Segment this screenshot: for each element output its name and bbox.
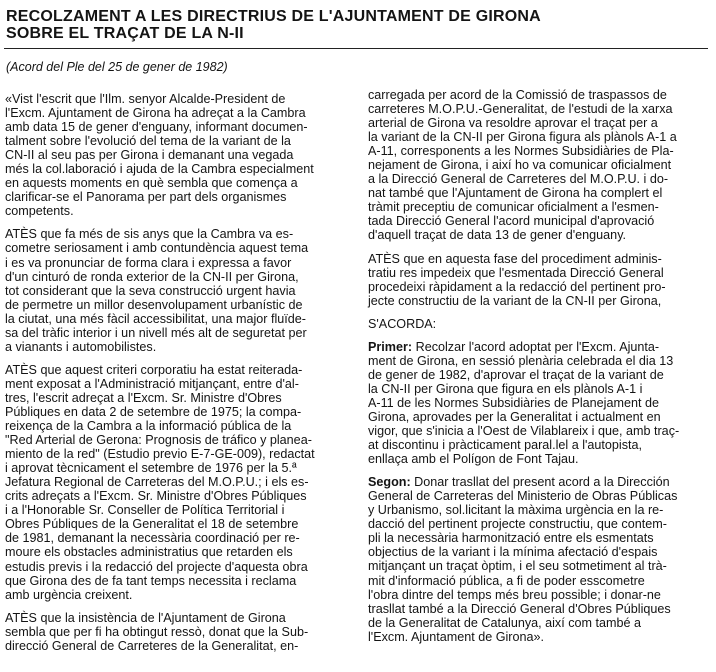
title-line: RECOLZAMENT A LES DIRECTRIUS DE L'AJUNTAMENT DE GIRONA [6,8,541,25]
text-line: nat també que l'Ajuntament de Girona ha complert el [368,186,663,201]
text-line: S'ACORDA: [368,316,437,331]
text-line: Públiques en data 2 de setembre de 1975; la compa- [5,404,302,419]
text-line: sa del tràfic interior i un nivell més alt de seguretat per [5,325,307,340]
text-line: de la Generalitat de Catalunya, així com també a [368,615,642,630]
text-line: Jefatura Regional de Carreteras del M.O.P.U.; i els es- [5,475,309,490]
text-line: la variant de la CN-II per Girona figura als plànols A-1 a [368,130,677,145]
paragraph [368,88,710,243]
text-line: en aquests moments en què sembla que comença a [5,176,298,191]
text-line: competents. [5,204,74,219]
text-line: cometre seriosament i amb contundència aquest tema [5,241,309,256]
document-title [6,8,706,42]
text-line: Obres Públiques de la Generalitat el 18 de setembre [5,517,299,532]
text-line: nejament de Girona, i així ho va comunicar oficialment [368,158,672,173]
text-line: clarificar-se el Panorama per part dels organismes [5,190,287,205]
text-line: carregada per acord de la Comissió de traspassos de [368,88,667,102]
text-line: A-11, corresponents a les Normes Subsidiàries de Pla- [368,144,674,159]
text-line: jecte constructiu de la variant de la CN-II per Girona, [368,293,662,308]
text-line: ment exposat a l'Administració mitjançant, entre d'al- [5,376,299,391]
right-column [368,88,710,653]
text-line: a la Direcció General de Carreteres del M.O.P.U. i do- [368,172,669,187]
paragraph [368,340,710,466]
text-line: d'aquell traçat de data 13 de gener d'enguany. [368,228,627,243]
text-line: ment de Girona, en sessió plenària celebrada el dia 13 [368,353,674,368]
text-line: «Vist l'escrit que l'Ilm. senyor Alcalde-President de [5,92,286,106]
text-line: sembla que per fi ha obtingut ressò, donat que la Sub- [5,624,309,639]
text-line: trasllat també a la Direcció General d'Obres Públiques [368,601,671,616]
text-line: arterial de Girona va resoldre aprovar el traçat per a [368,116,658,131]
text-line: direcció General de Carreteres de la Generalitat, en- [5,638,299,653]
text-line: de 1981, demanant la necessària coordinació per re- [5,531,300,546]
text-line: d'un cinturó de ronda exterior de la CN-II per Girona, [5,269,299,284]
document-subtitle: (Acord del Ple del 25 de gener de 1982) [6,60,228,74]
text-line: mitjançant un traçat òptim, i el seu sotmetiment al trà- [368,559,667,574]
text-line: tràmit preceptiu de comunicar oficialment a l'esmen- [368,200,659,215]
text-line: Primer: Recolzar l'acord adoptat per l'Excm. Ajunta- [368,339,660,354]
text-line: procedeixi ràpidament a la redacció del pertinent pro- [368,279,666,294]
text-line: crits adreçats a l'Excm. Sr. Ministre d'Obres Públiques [5,489,307,504]
text-line: carreteres M.O.P.U.-Generalitat, de l'estudi de la xarxa [368,102,673,117]
text-line: l'obra dintre del temps més breu possible; i donar-ne [368,587,661,602]
text-line: dacció del pertinent projecte constructiu, que contem- [368,517,667,532]
paragraph [368,252,710,308]
text-line: objectius de la variant i la mínima afectació d'espais [368,545,658,560]
text-line: talment sobre l'evolució del tema de la variant de la [5,134,291,149]
paragraph-heading [368,317,710,331]
text-line: CN-II al seu pas per Girona i demanant una vegada [5,148,294,163]
text-line: a vianants i automobilistes. [5,339,157,354]
paragraph [5,92,352,218]
paragraph-lead: Segon: [368,475,411,490]
left-column [5,92,352,662]
paragraph [5,611,352,653]
text-line: la CN-II per Girona que figura en els plànols A-1 i [368,381,643,396]
text-line: més la col.laboració i ajuda de la Cambra especialment [5,162,314,177]
text-line: reixença de la Cambra a la informació pública de la [5,419,292,434]
text-line: de permetre un millor desenvolupament urbanístic de [5,297,303,312]
text-line: tratiu res impedeix que l'esmentada Direcció General [368,265,664,280]
text-line: ATÈS que en aquesta fase del procediment adminis- [368,251,662,266]
text-line: i es va pronunciar de forma clara i expressa a favor [5,255,292,270]
text-line: estudis previs i la redacció del projecte d'aquesta obra [5,559,308,574]
text-line: ATÈS que aquest criteri corporatiu ha estat reiterada- [5,362,303,377]
paragraph [5,227,352,353]
text-line: ATÈS que la insistència de l'Ajuntament de Girona [5,610,286,625]
text-line: y Urbanismo, sol.licitant la màxima urgència en la re- [368,503,664,518]
text-line: enllaça amb el Polígon de Font Tajau. [368,452,579,467]
text-line: ATÈS que fa més de sis anys que la Cambra va es- [5,227,294,242]
paragraph-lead: Primer: [368,339,413,354]
text-line: General de Carreteras del Ministerio de Obras Públicas [368,489,678,504]
text-line: amb data 15 de gener d'enguany, informant documen- [5,120,308,135]
text-line: l'Excm. Ajuntament de Girona ha adreçat a la Cambra [5,106,306,121]
text-line: tres, l'escrit adreçat a l'Excm. Sr. Ministre d'Obres [5,390,282,405]
text-line: at discontinu i pràcticament paral.lel a l'autopista, [368,438,643,453]
text-line: vigor, que s'inicia a l'Oest de Vilablareix i que, amb traç- [368,424,680,439]
text-line: de gener de 1982, d'aprovar el traçat de la variant de [368,367,664,382]
text-line: miento de la red" (Estudio previo E-7-GE-009), redactat [5,447,315,462]
text-line: pli la necessària harmonització entre els esmentats [368,531,654,546]
paragraph [5,363,352,602]
text-line: Girona, aprovades per la Generalitat i actualment en [368,409,661,424]
text-line: mit d'informació pública, a fi de poder esscometre [368,573,645,588]
text-line: l'Excm. Ajuntament de Girona». [368,629,545,644]
text-line: A-11 de les Normes Subsidiàries de Planejament de [368,395,659,410]
text-line: tada Direcció General l'acord municipal d'aprovació [368,214,655,229]
text-line: i aprovat tècnicament el setembre de 1976 per la 5.ª [5,461,297,476]
text-line: i a l'Honorable Sr. Conseller de Política Territorial i [5,503,285,518]
text-line: amb urgència creixent. [5,587,133,602]
text-line: moure els obstacles administratius que retarden els [5,545,293,560]
paragraph [368,475,710,644]
text-line: "Red Arterial de Gerona: Prognosis de tráfico y planea- [5,433,312,448]
text-line: la ciutat, una més fàcil accessibilitat, una major fluïde- [5,311,306,326]
text-line: Segon: Donar trasllat del present acord a la Dirección [368,475,670,490]
text-line: que Girona des de fa tant temps necessita i reclama [5,573,297,588]
title-rule [4,48,708,49]
title-line: SOBRE EL TRAÇAT DE LA N-II [6,25,244,42]
text-line: tot considerant que la seva construcció urgent havia [5,283,296,298]
